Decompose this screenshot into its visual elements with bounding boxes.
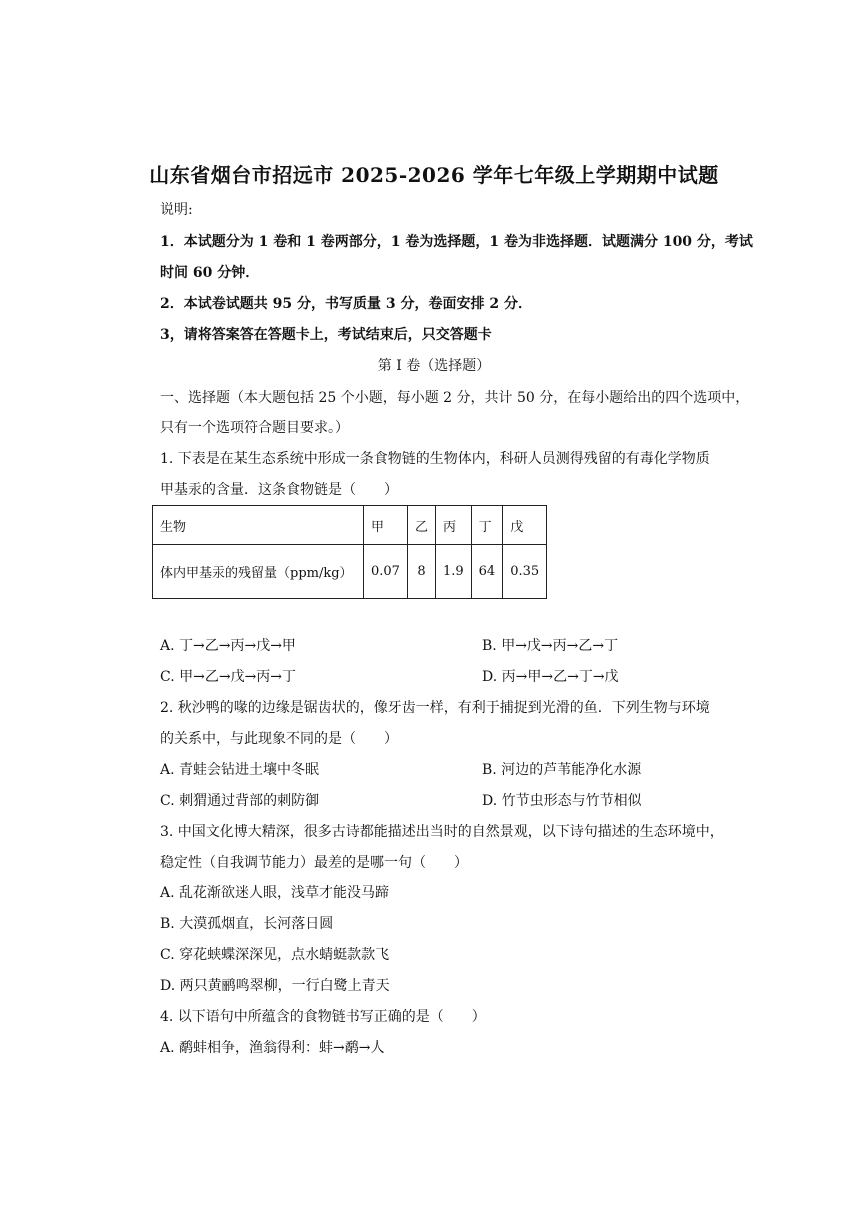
table-header-cell: 甲 — [364, 506, 408, 545]
table-cell: 0.35 — [503, 545, 547, 599]
q2-option-d: D. 竹节虫形态与竹节相似 — [482, 793, 642, 809]
q1-option-c: C. 甲→乙→戊→丙→丁 — [160, 669, 297, 685]
q2-stem-line-2: 的关系中，与此现象不同的是（ ） — [160, 731, 398, 747]
q3-option-a: A. 乱花渐欲迷人眼，浅草才能没马蹄 — [160, 885, 390, 901]
methylmercury-table — [152, 505, 547, 599]
q1-option-d: D. 丙→甲→乙→丁→戊 — [482, 669, 619, 685]
q1-option-a: A. 丁→乙→丙→戊→甲 — [160, 638, 296, 654]
q3-option-b: B. 大漠孤烟直，长河落日圆 — [160, 916, 334, 932]
table-cell: 8 — [407, 545, 435, 599]
table-header-cell: 丙 — [435, 506, 471, 545]
note-1-line-2: 时间 60 分钟． — [160, 265, 260, 281]
table-header-cell: 生物 — [153, 506, 364, 545]
part1-instructions-line-1: 一、选择题（本大题包括 25 个小题，每小题 2 分，共计 50 分，在每小题给出的四个选项中， — [160, 390, 750, 406]
note-2: 2．本试卷试题共 95 分，书写质量 3 分，卷面安排 2 分． — [160, 296, 532, 312]
table-header-cell: 戊 — [503, 506, 547, 545]
q2-option-b: B. 河边的芦苇能净化水源 — [482, 762, 642, 778]
q2-stem-line-1: 2. 秋沙鸭的喙的边缘是锯齿状的，像牙齿一样，有利于捕捉到光滑的鱼．下列生物与环境 — [160, 700, 710, 716]
notes-header: 说明: — [160, 202, 193, 218]
q3-stem-line-1: 3. 中国文化博大精深，很多古诗都能描述出当时的自然景观，以下诗句描述的生态环境中， — [160, 824, 724, 840]
q1-option-b: B. 甲→戊→丙→乙→丁 — [482, 638, 619, 654]
q1-stem-line-1: 1. 下表是在某生态系统中形成一条食物链的生物体内，科研人员测得残留的有毒化学物质 — [160, 451, 710, 467]
q2-option-a: A. 青蛙会钻进土壤中冬眠 — [160, 762, 320, 778]
table-row — [153, 545, 547, 599]
table-header-cell: 乙 — [407, 506, 435, 545]
table-header-row — [153, 506, 547, 545]
note-1-line-1: 1．本试题分为 1 卷和 1 卷两部分，1 卷为选择题，1 卷为非选择题．试题满分 100 分，考试 — [160, 234, 753, 250]
q3-option-d: D. 两只黄鹂鸣翠柳，一行白鹭上青天 — [160, 978, 390, 994]
table-cell: 体内甲基汞的残留量（ppm/kg） — [153, 545, 364, 599]
note-3: 3，请将答案答在答题卡上，考试结束后，只交答题卡 — [160, 327, 492, 343]
table-cell: 0.07 — [364, 545, 408, 599]
section-title: 第 Ⅰ 卷（选择题） — [377, 358, 491, 374]
table-cell: 64 — [471, 545, 503, 599]
q1-stem-line-2: 甲基汞的含量．这条食物链是（ ） — [160, 482, 398, 498]
q3-stem-line-2: 稳定性（自我调节能力）最差的是哪一句（ ） — [160, 855, 468, 871]
table-cell: 1.9 — [435, 545, 471, 599]
q4-option-a: A. 鹬蚌相争，渔翁得利：蚌→鹬→人 — [160, 1040, 385, 1056]
table-header-cell: 丁 — [471, 506, 503, 545]
part1-instructions-line-2: 只有一个选项符合题目要求。） — [160, 420, 349, 436]
q3-option-c: C. 穿花蛱蝶深深见，点水蜻蜓款款飞 — [160, 947, 390, 963]
q4-stem: 4. 以下语句中所蕴含的食物链书写正确的是（ ） — [160, 1009, 486, 1025]
exam-title: 山东省烟台市招远市 2025-2026 学年七年级上学期期中试题 — [149, 163, 719, 187]
q2-option-c: C. 刺猬通过背部的刺防御 — [160, 793, 320, 809]
